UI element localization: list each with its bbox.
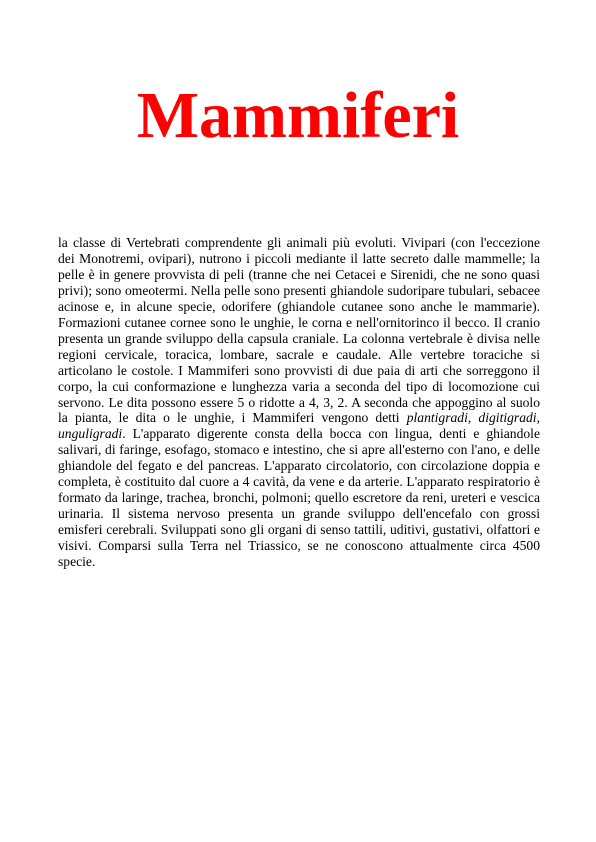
term-digitigradi: digitigradi — [478, 410, 537, 426]
term-unguligradi: unguligradi — [58, 426, 123, 442]
body-paragraph — [58, 235, 540, 570]
paragraph-text-part-2: . L'apparato digerente consta della bocca con lingua, denti e ghiandole salivari, di faringe, esofago, stomaco e intestino, che si apre all'esterno con l'ano, e delle ghiandole del fegato e del pancreas. L'apparato circolatorio, con circolazione doppia e completa, è costituito dal cuore a 4 cavità, da vene e da arterie. L'apparato respiratorio è formato da laringe, trachea, bronchi, polmoni; quello escretore da reni, ureteri e vescica urinaria. Il sistema nervoso presenta un grande sviluppo dell'encefalo con grossi emisferi cerebrali. Sviluppati sono gli organi di senso tattili, uditivi, gustativi, olfattori e visivi. Comparsi sulla Terra nel Triassico, se ne conoscono attualmente circa 4500 specie. — [58, 426, 540, 570]
separator-2: , — [536, 410, 540, 426]
paragraph-text-part-1: la classe di Vertebrati comprendente gli animali più evoluti. Vivipari (con l'eccezione dei Monotremi, ovipari), nutrono i piccoli mediante il latte secreto dalle mammelle; la pelle è in genere provvista di peli (tranne che nei Cetacei e Sirenidi, che ne sono quasi privi); sono omeotermi. Nella pelle sono presenti ghiandole sudoripare tubulari, sebacee acinose e, in alcune specie, odorifere (ghiandole cutanee sono anche le mammarie). Formazioni cutanee cornee sono le unghie, le corna e nell'ornitorinco il becco. Il cranio presenta un grande sviluppo della capsula craniale. La colonna vertebrale è divisa nelle regioni cervicale, toracica, lombare, sacrale e caudale. Alle vertebre toraciche si articolano le costole. I Mammiferi sono provvisti di due paia di arti che sorreggono il corpo, la cui conformazione e lunghezza varia a seconda del tipo di locomozione cui servono. Le dita possono essere 5 o ridotte a 4, 3, 2. A seconda che appoggino al suolo la pianta, le dita o le unghie, i Mammiferi vengono detti — [58, 235, 540, 426]
separator-1: , — [467, 410, 479, 426]
term-plantigradi: plantigradi — [406, 410, 468, 426]
page-title: Mammiferi — [136, 79, 460, 152]
